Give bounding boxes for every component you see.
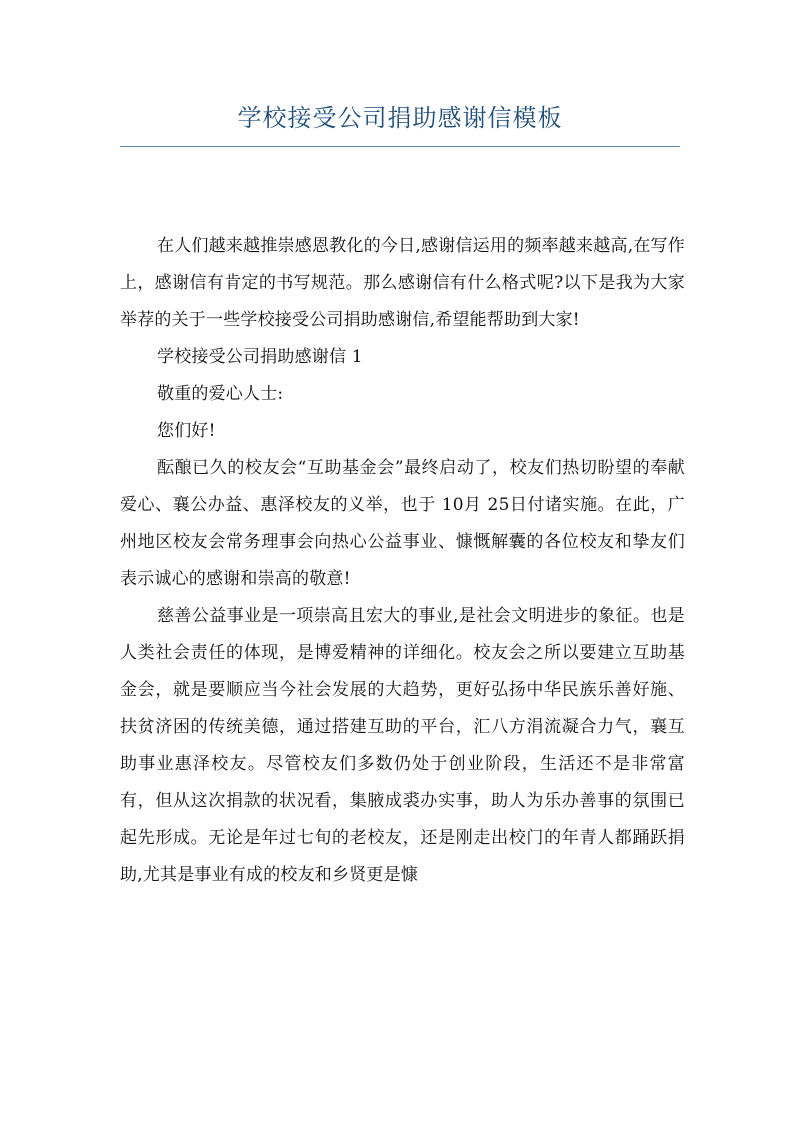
document-title: 学校接受公司捐助感谢信模板 <box>237 104 563 132</box>
title-divider <box>120 146 680 147</box>
letter-greeting: 您们好! <box>157 421 216 441</box>
document-body <box>120 228 685 894</box>
intro-paragraph: 在人们越来越推崇感恩教化的今日,感谢信运用的频率越来越高,在写作上，感谢信有肯定的书写规范。那么感谢信有什么格式呢?以下是我为大家举荐的关于一些学校接受公司捐助感谢信,希望能帮助到大家! <box>120 236 685 330</box>
body-paragraph: 酝酿已久的校友会“互助基金会”最终启动了，校友们热切盼望的奉献爱心、襄公办益、惠泽校友的义举，也于 10月 25日付诸实施。在此，广州地区校友会常务理事会向热心公益事业、慷慨解囊的各位校友和挚友们表示诚心的感谢和崇高的敬意! <box>120 458 685 589</box>
body-paragraph: 慈善公益事业是一项崇高且宏大的事业,是社会文明进步的象征。也是人类社会责任的体现，是博爱精神的详细化。校友会之所以要建立互助基金会，就是要顺应当今社会发展的大趋势，更好弘扬中华民族乐善好施、扶贫济困的传统美德，通过搭建互助的平台，汇八方涓流凝合力气，襄互助事业惠泽校友。尽管校友们多数仍处于创业阶段，生活还不是非常富有，但从这次捐款的状况看，集腋成裘办实事，助人为乐办善事的氛围已起先形成。无论是年过七旬的老校友，还是刚走出校门的年青人都踊跃捐助,尤其是事业有成的校友和乡贤更是慷 <box>120 606 685 885</box>
letter-heading: 学校接受公司捐助感谢信 1 <box>157 347 363 367</box>
letter-salutation: 敬重的爱心人士: <box>157 384 284 404</box>
